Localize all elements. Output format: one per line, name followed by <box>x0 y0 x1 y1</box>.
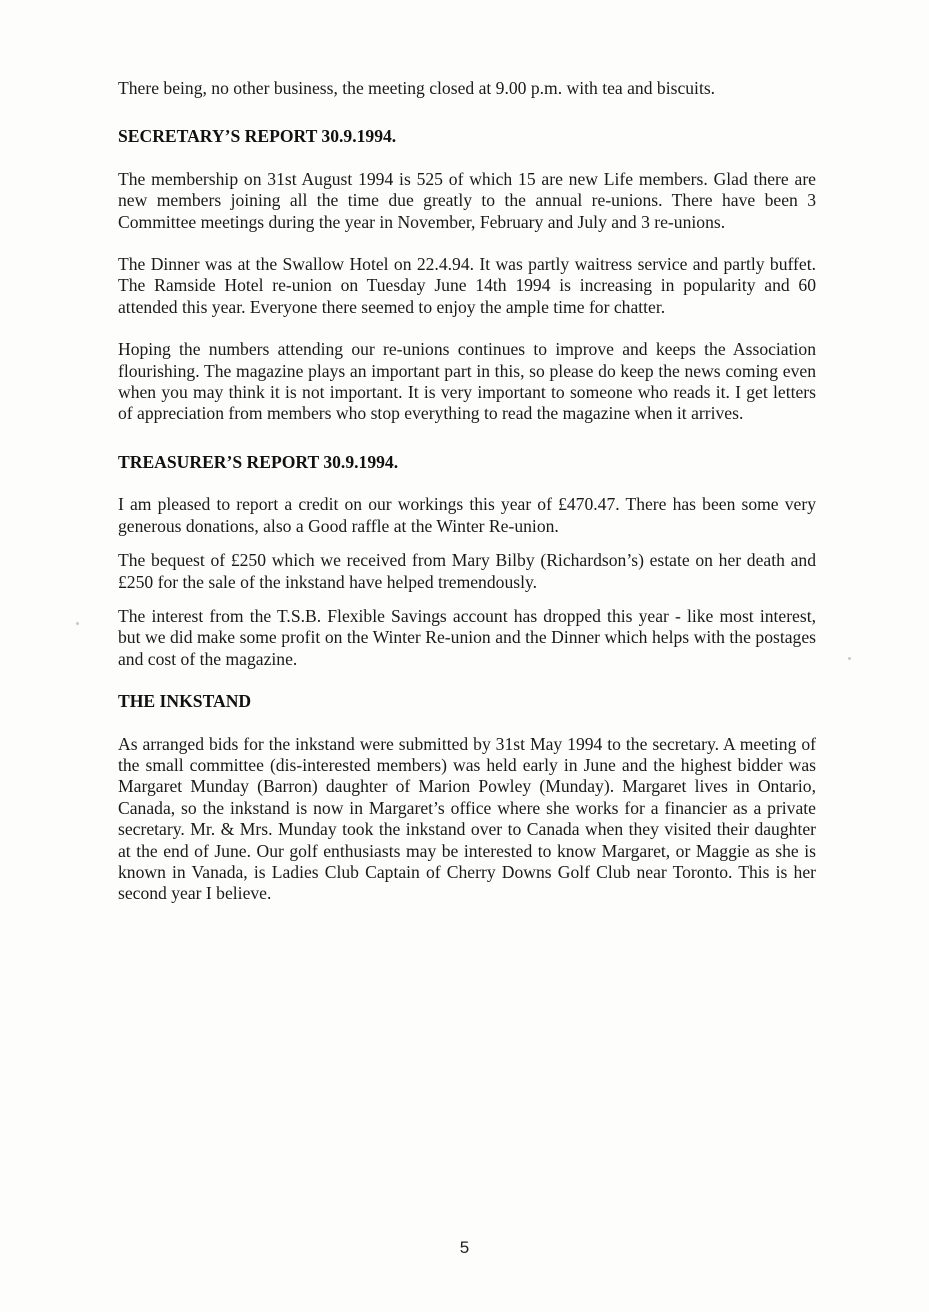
secretary-report-heading: SECRETARY’S REPORT 30.9.1994. <box>118 126 397 147</box>
secretary-paragraph-membership: The membership on 31st August 1994 is 525 of which 15 are new Life members. Glad there are new members joining all the time due greatly to the annual re-unions. There have been 3 Committee meetings during the year in November, February and July and 3 re-unions. <box>118 168 816 232</box>
treasurer-paragraph-interest: The interest from the T.S.B. Flexible Savings account has dropped this year - like most interest, but we did make some profit on the Winter Re-union and the Dinner which helps with the postages and cost of the magazine. <box>118 605 816 669</box>
treasurer-report-heading: TREASURER’S REPORT 30.9.1994. <box>118 451 399 472</box>
paper-speck <box>848 657 851 660</box>
paper-speck <box>76 622 79 625</box>
treasurer-paragraph-credit: I am pleased to report a credit on our workings this year of £470.47. There has been some very generous donations, also a Good raffle at the Winter Re-union. <box>118 494 816 536</box>
secretary-paragraph-dinner: The Dinner was at the Swallow Hotel on 22.4.94. It was partly waitress service and partly buffet. The Ramside Hotel re-union on Tuesday June 14th 1994 is increasing in popularity and 60 attended this year. Everyone there seemed to enjoy the ample time for chatter. <box>118 254 816 317</box>
meeting-closing-paragraph: There being, no other business, the meeting closed at 9.00 p.m. with tea and biscuits. <box>118 78 716 98</box>
inkstand-heading: THE INKSTAND <box>118 691 252 712</box>
secretary-paragraph-magazine: Hoping the numbers attending our re-unions continues to improve and keeps the Association flourishing. The magazine plays an important part in this, so please do keep the news coming even when you may think it is not important. It is very important to someone who reads it. I get letters of appreciation from members who stop everything to read the magazine when it arrives. <box>118 339 816 424</box>
treasurer-paragraph-bequest: The bequest of £250 which we received from Mary Bilby (Richardson’s) estate on her death and £250 for the sale of the inkstand have helped tremendously. <box>118 550 816 592</box>
page-content <box>118 78 816 905</box>
page-number: 5 <box>459 1238 470 1257</box>
inkstand-paragraph: As arranged bids for the inkstand were submitted by 31st May 1994 to the secretary. A meeting of the small committee (dis-interested members) was held early in June and the highest bidder was Margaret Munday (Barron) daughter of Marion Powley (Munday). Margaret lives in Ontario, Canada, so the inkstand is now in Margaret’s office where she works for a financier as a private secretary. Mr. & Mrs. Munday took the inkstand over to Canada when they visited their daughter at the end of June. Our golf enthusiasts may be interested to know Margaret, or Maggie as she is known in Vanada, is Ladies Club Captain of Cherry Downs Golf Club near Toronto. This is her second year I believe. <box>118 733 816 904</box>
